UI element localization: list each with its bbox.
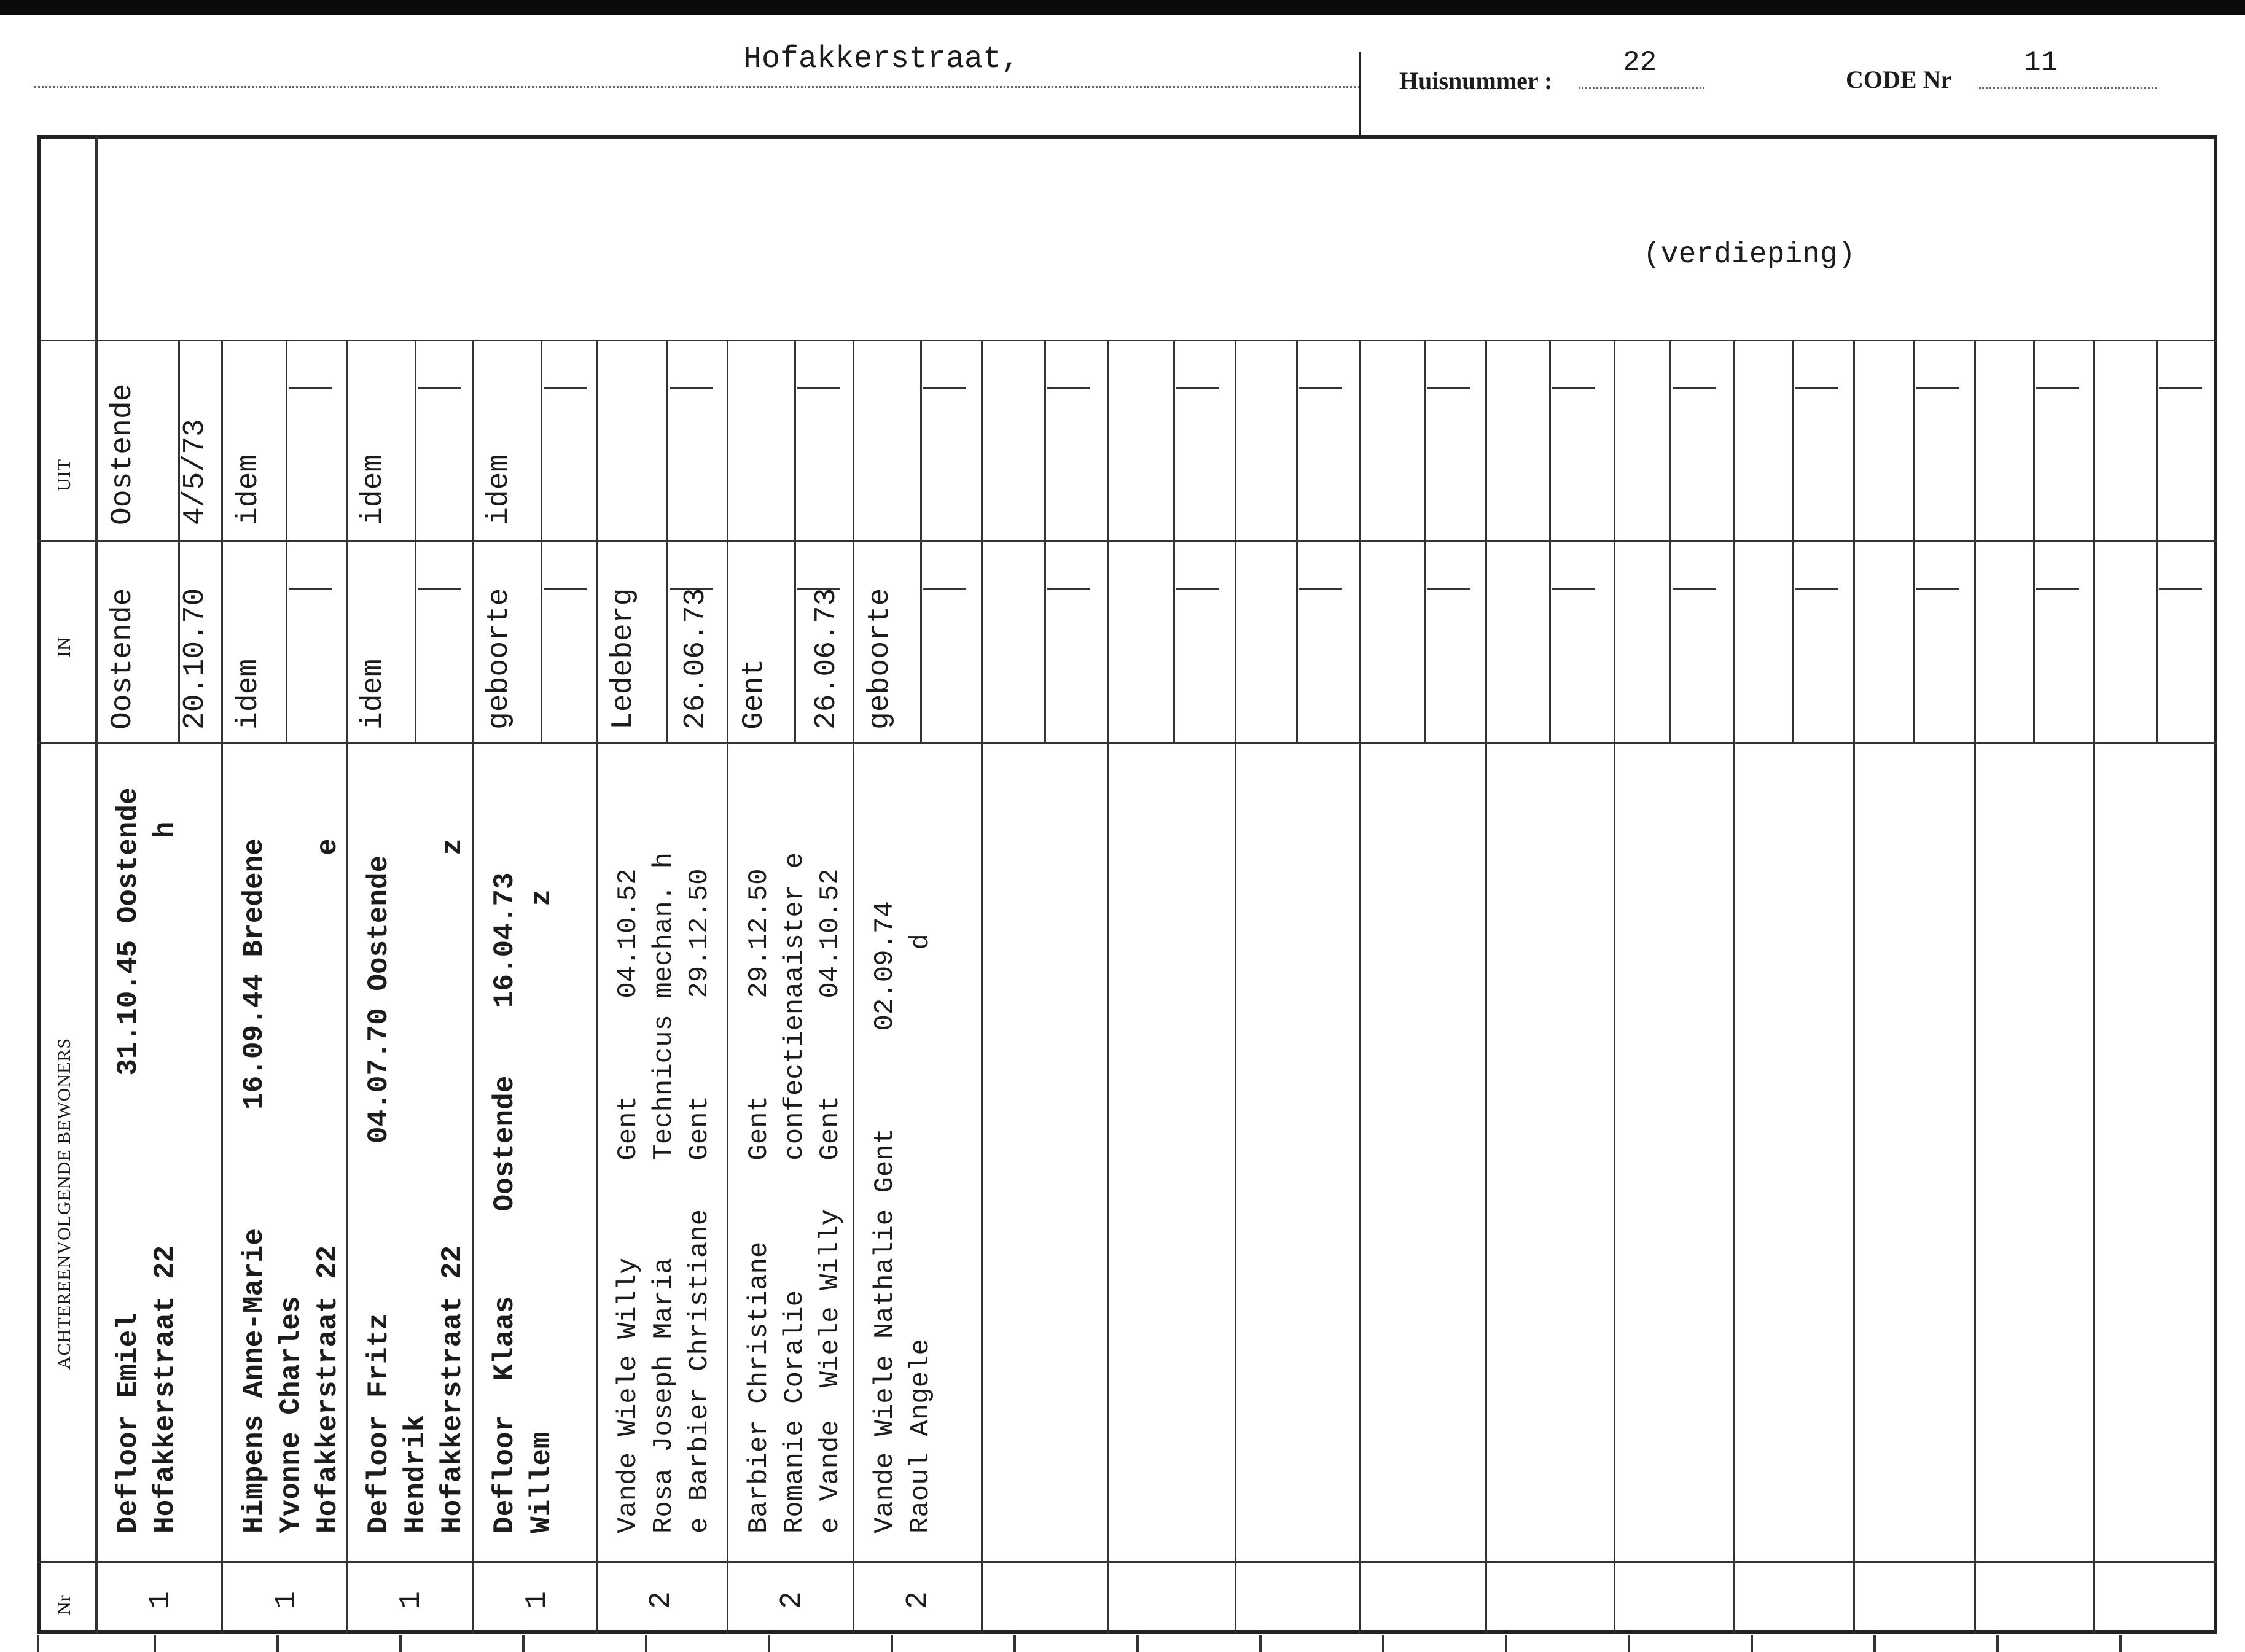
resident-line: Rosa Joseph Maria Technicus mechan. h <box>649 852 679 1533</box>
in-value: Gent <box>738 658 771 730</box>
entry-number: 1 <box>144 1591 178 1609</box>
bewoners-column-label: ACHTEREENVOLGENDE BEWONERS <box>54 1037 74 1370</box>
column-divider <box>1733 340 1735 1634</box>
entry-number: 2 <box>776 1591 809 1609</box>
in-empty-dash <box>1427 588 1470 590</box>
in-sub-divider <box>415 540 416 742</box>
resident-line: Defloor Klaas Oostende 16.04.73 <box>489 872 521 1533</box>
in-sub-divider <box>2033 540 2035 742</box>
in-column-label: IN <box>54 636 74 657</box>
bottom-tick <box>399 1635 402 1652</box>
bottom-tick <box>645 1635 647 1652</box>
resident-line: Vande Wiele Willy Gent 04.10.52 <box>613 868 644 1533</box>
street-name: Hofakkerstraat, <box>743 42 1020 77</box>
in-value: Oostende <box>106 588 139 730</box>
bottom-tick <box>1751 1635 1753 1652</box>
resident-line: Himpens Anne-Marie 16.09.44 Bredene <box>238 838 270 1533</box>
uit-empty-dash <box>670 387 713 389</box>
nr-column-label: Nr <box>54 1594 74 1615</box>
label-row-divider <box>37 1561 95 1563</box>
uit-value: idem <box>357 454 390 525</box>
in-empty-dash <box>1299 588 1342 590</box>
in-sub-divider <box>1296 540 1298 742</box>
uit-empty-dash <box>1427 387 1470 389</box>
floor-label: (verdieping) <box>1643 238 1856 271</box>
column-divider <box>1485 340 1487 1634</box>
bottom-tick <box>37 1635 39 1652</box>
bottom-tick <box>276 1635 279 1652</box>
resident-line: Yvonne Charles <box>275 1296 307 1533</box>
street-dotted-line <box>34 86 1361 88</box>
row-divider <box>95 1561 2217 1563</box>
row-divider <box>95 340 2217 341</box>
in-sub-divider <box>1549 540 1551 742</box>
uit-empty-dash <box>1299 387 1342 389</box>
entry-number: 1 <box>395 1591 428 1609</box>
in-empty-dash <box>1795 588 1838 590</box>
column-divider <box>1853 340 1855 1634</box>
resident-line: e Vande Wiele Willy Gent 04.10.52 <box>815 868 846 1533</box>
uit-empty-dash <box>1552 387 1595 389</box>
column-divider <box>727 340 728 1634</box>
resident-line: Willem z <box>526 889 558 1533</box>
top-edge-bar <box>0 0 2245 15</box>
in-sub-divider <box>1044 540 1046 742</box>
uit-value: idem <box>232 454 265 525</box>
uit-empty-dash <box>544 387 587 389</box>
column-divider <box>1359 340 1361 1634</box>
resident-line: Barbier Christiane Gent 29.12.50 <box>744 868 775 1533</box>
uit-sub-divider <box>2156 340 2158 540</box>
in-sub-divider <box>794 540 796 742</box>
huisnummer-value: 22 <box>1623 47 1657 79</box>
in-value: geboorte <box>483 588 516 730</box>
resident-line: Hofakkerstraat 22 h <box>149 821 181 1533</box>
huisnummer-dotted-line <box>1579 87 1704 89</box>
resident-line: Hendrik <box>400 1414 432 1533</box>
column-divider <box>596 340 598 1634</box>
uit-sub-divider <box>286 340 287 540</box>
uit-sub-divider <box>794 340 796 540</box>
label-row-divider <box>37 340 95 341</box>
in-value: 26.06.73 <box>679 588 713 730</box>
in-sub-divider <box>920 540 922 742</box>
in-empty-dash <box>1916 588 1959 590</box>
in-empty-dash <box>1552 588 1595 590</box>
uit-empty-dash <box>797 387 840 389</box>
code-label: CODE Nr <box>1846 66 1952 93</box>
column-divider <box>346 340 348 1634</box>
uit-empty-dash <box>1673 387 1716 389</box>
bottom-tick <box>522 1635 525 1652</box>
label-row-divider <box>37 540 95 542</box>
uit-empty-dash <box>1916 387 1959 389</box>
in-value: idem <box>357 658 390 730</box>
uit-sub-divider <box>1669 340 1671 540</box>
uit-value: idem <box>483 454 516 525</box>
resident-line: e Barbier Christiane Gent 29.12.50 <box>684 868 715 1533</box>
in-empty-dash <box>2036 588 2079 590</box>
in-sub-divider <box>541 540 542 742</box>
bottom-tick <box>891 1635 893 1652</box>
resident-line: Vande Wiele Nathalie Gent 02.09.74 <box>870 901 900 1533</box>
in-empty-dash <box>1047 588 1090 590</box>
uit-sub-divider <box>920 340 922 540</box>
row-divider <box>95 742 2217 744</box>
column-divider <box>1107 340 1109 1634</box>
in-value: geboorte <box>864 588 897 730</box>
in-value: Ledeberg <box>607 588 640 730</box>
uit-sub-divider <box>1792 340 1794 540</box>
in-value: 26.06.73 <box>810 588 843 730</box>
entry-number: 2 <box>902 1591 935 1609</box>
bottom-tick <box>154 1635 156 1652</box>
uit-sub-divider <box>1549 340 1551 540</box>
bottom-tick <box>1996 1635 1999 1652</box>
bottom-tick <box>1628 1635 1630 1652</box>
bottom-tick <box>1505 1635 1507 1652</box>
bottom-tick <box>2119 1635 2122 1652</box>
column-divider <box>2093 340 2095 1634</box>
column-divider <box>221 340 223 1634</box>
in-sub-divider <box>1669 540 1671 742</box>
column-divider <box>1235 340 1236 1634</box>
bottom-tick <box>1382 1635 1384 1652</box>
uit-empty-dash <box>1176 387 1219 389</box>
in-sub-divider <box>1792 540 1794 742</box>
in-value: idem <box>232 658 265 730</box>
in-empty-dash <box>2159 588 2202 590</box>
bottom-tick <box>1013 1635 1016 1652</box>
uit-empty-dash <box>289 387 332 389</box>
code-value: 11 <box>2024 47 2058 79</box>
header-divider <box>1359 52 1361 138</box>
uit-sub-divider <box>415 340 416 540</box>
uit-empty-dash <box>418 387 461 389</box>
uit-sub-divider <box>1173 340 1175 540</box>
column-divider <box>1974 340 1976 1634</box>
in-sub-divider <box>1173 540 1175 742</box>
entry-number: 1 <box>270 1591 303 1609</box>
uit-sub-divider <box>1424 340 1426 540</box>
uit-empty-dash <box>2036 387 2079 389</box>
huisnummer-label: Huisnummer : <box>1399 67 1553 95</box>
in-empty-dash <box>544 588 587 590</box>
uit-sub-divider <box>1044 340 1046 540</box>
row-divider <box>95 540 2217 542</box>
in-sub-divider <box>666 540 668 742</box>
code-dotted-line <box>1979 87 2157 89</box>
uit-sub-divider <box>1296 340 1298 540</box>
uit-sub-divider <box>666 340 668 540</box>
label-row-divider <box>37 742 95 744</box>
bottom-tick <box>1259 1635 1262 1652</box>
uit-empty-dash <box>1047 387 1090 389</box>
column-divider <box>853 340 854 1634</box>
uit-empty-dash <box>1795 387 1838 389</box>
uit-sub-divider <box>1913 340 1915 540</box>
uit-value: Oostende <box>106 383 139 525</box>
uit-column-label: UIT <box>54 459 74 491</box>
column-divider <box>472 340 474 1634</box>
in-sub-divider <box>1424 540 1426 742</box>
column-divider <box>1614 340 1615 1634</box>
resident-line: Defloor Fritz 04.07.70 Oostende <box>363 855 395 1533</box>
in-empty-dash <box>289 588 332 590</box>
resident-line: Raoul Angele d <box>905 933 936 1533</box>
label-column-divider <box>95 135 98 1634</box>
bottom-tick <box>1136 1635 1139 1652</box>
in-empty-dash <box>1673 588 1716 590</box>
in-sub-divider <box>2156 540 2158 742</box>
resident-line: Hofakkerstraat 22 z <box>437 838 469 1533</box>
uit-sub-divider <box>2033 340 2035 540</box>
column-divider <box>981 340 983 1634</box>
in-empty-dash <box>418 588 461 590</box>
resident-line: Romanie Coralie confectienaaister e <box>779 852 810 1533</box>
uit-empty-dash <box>2159 387 2202 389</box>
resident-line: Defloor Emiel 31.10.45 Oostende <box>112 787 144 1533</box>
in-empty-dash <box>923 588 966 590</box>
entry-number: 1 <box>521 1591 554 1609</box>
entry-number: 2 <box>645 1591 678 1609</box>
uit-sub-divider <box>541 340 542 540</box>
in-value: 20.10.70 <box>179 588 212 730</box>
resident-line: Hofakkerstraat 22 e <box>312 838 344 1533</box>
in-sub-divider <box>286 540 287 742</box>
uit-value: 4/5/73 <box>179 419 212 525</box>
bottom-tick <box>768 1635 770 1652</box>
bottom-tick <box>1873 1635 1876 1652</box>
in-empty-dash <box>1176 588 1219 590</box>
uit-empty-dash <box>923 387 966 389</box>
in-sub-divider <box>1913 540 1915 742</box>
